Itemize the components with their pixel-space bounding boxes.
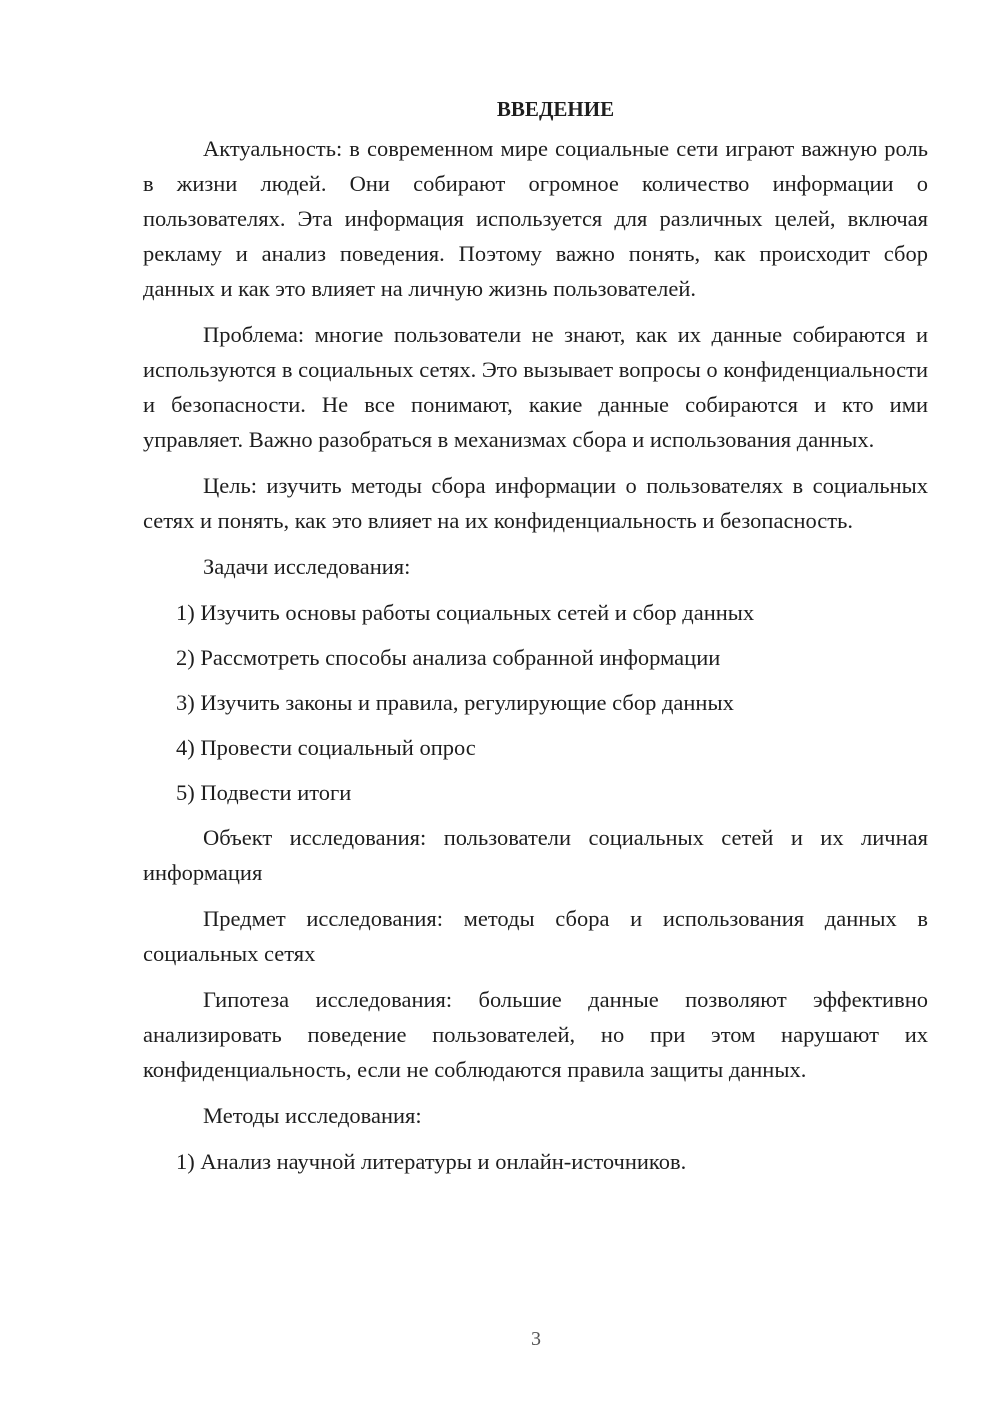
subject-paragraph: Предмет исследования: методы сбора и использования данных в социальных сетях [143, 906, 928, 966]
page-number: 3 [531, 1328, 541, 1350]
tasks-list [143, 595, 928, 810]
list-item: 1) Изучить основы работы социальных сетей и сбор данных [176, 600, 755, 625]
section-title: ВВЕДЕНИЕ [496, 97, 615, 121]
problem-paragraph: Проблема: многие пользователи не знают, как их данные собираются и используются в социальных сетях. Это вызывает вопросы о конфиденциальности и безопасности. Не все понимают, какие данные собираются и кто ими управляет. Важно разобраться в механизмах сбора и использования данных. [143, 322, 928, 452]
object-paragraph: Объект исследования: пользователи социальных сетей и их личная информация [143, 825, 928, 885]
tasks-heading: Задачи исследования: [203, 554, 411, 579]
relevance-paragraph: Актуальность: в современном мире социальные сети играют важную роль в жизни людей. Они собирают огромное количество информации о пользователях. Эта информация используется для различных целей, включая рекламу и анализ поведения. Поэтому важно понять, как происходит сбор данных и как это влияет на личную жизнь пользователей. [143, 136, 928, 301]
document-page [143, 92, 928, 1189]
list-item: 1) Анализ научной литературы и онлайн-источников. [176, 1149, 687, 1174]
list-item: 3) Изучить законы и правила, регулирующие сбор данных [176, 690, 734, 715]
list-item: 4) Провести социальный опрос [176, 735, 476, 760]
methods-list [143, 1144, 928, 1179]
hypothesis-paragraph: Гипотеза исследования: большие данные позволяют эффективно анализировать поведение пользователей, но при этом нарушают их конфиденциальность, если не соблюдаются правила защиты данных. [143, 987, 928, 1082]
methods-heading: Методы исследования: [203, 1103, 422, 1128]
list-item: 2) Рассмотреть способы анализа собранной информации [176, 645, 721, 670]
goal-paragraph: Цель: изучить методы сбора информации о пользователях в социальных сетях и понять, как это влияет на их конфиденциальность и безопасность. [143, 473, 928, 533]
list-item: 5) Подвести итоги [176, 780, 352, 805]
